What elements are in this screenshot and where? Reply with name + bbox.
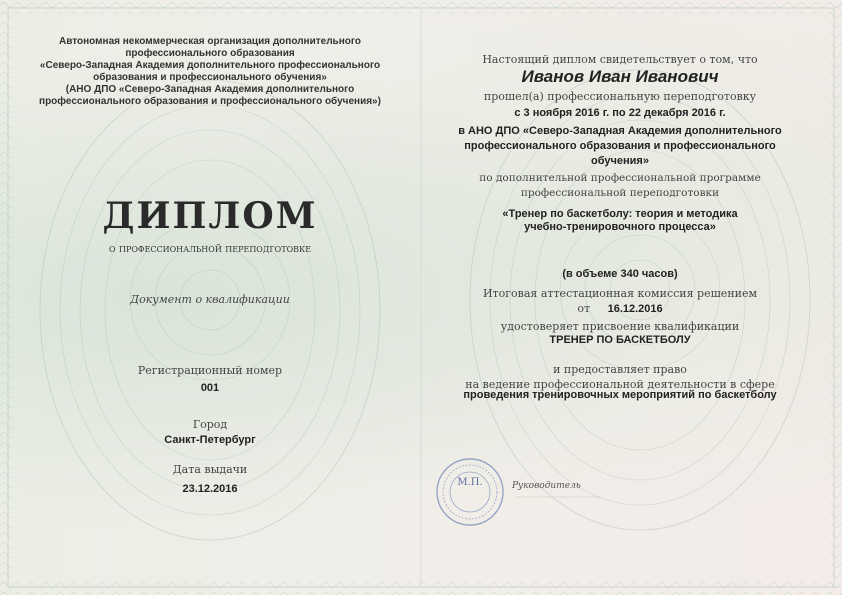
qualification: ТРЕНЕР ПО БАСКЕТБОЛУ xyxy=(549,334,691,346)
grants-line-2: на ведение профессиональной деятельности в сфере xyxy=(465,378,775,391)
commission-date-row xyxy=(440,302,800,315)
from-label: от xyxy=(577,302,591,315)
issue-date-value: 23.12.2016 xyxy=(182,483,238,495)
program-name xyxy=(440,208,800,234)
program-intro xyxy=(440,171,800,201)
recipient-name: Иванов Иван Иванович xyxy=(521,67,719,86)
org-line-6: профессионального образования и профессионального обучения») xyxy=(39,96,381,107)
issue-date-label: Дата выдачи xyxy=(172,463,248,476)
org-line-4: образования и профессионального обучения» xyxy=(93,72,327,83)
program-line-2: профессиональной переподготовки xyxy=(520,187,720,199)
city-value: Санкт-Петербург xyxy=(164,434,256,446)
passed-text: прошел(а) профессиональную переподготовку xyxy=(483,90,757,103)
grants-line-1: и предоставляет право xyxy=(553,363,687,376)
certifies-text: удостоверяет присвоение квалификации xyxy=(500,320,740,333)
diploma-subtitle: о профессиональной переподготовке xyxy=(108,242,312,255)
institution-line-2: профессионального образования и профессионального xyxy=(464,140,776,152)
stamp-label: М.П. xyxy=(457,477,483,488)
grants-text xyxy=(440,362,800,392)
diploma-title: ДИПЛОМ xyxy=(102,195,318,237)
city-label: Город xyxy=(192,418,228,431)
study-period: с 3 ноября 2016 г. по 22 декабря 2016 г. xyxy=(514,107,726,119)
org-line-3: «Северо-Западная Академия дополнительного профессионального xyxy=(39,60,381,71)
org-line-5: (АНО ДПО «Северо-Западная Академия дополнительного xyxy=(65,84,355,95)
program-line-1: по дополнительной профессиональной программе xyxy=(479,172,761,184)
commission-date: 16.12.2016 xyxy=(607,303,663,315)
program-name-line-1: «Тренер по баскетболу: теория и методика xyxy=(502,208,738,220)
institution-line-3: обучения» xyxy=(591,155,649,167)
head-signature-label: Руководитель xyxy=(512,481,581,491)
commission-text: Итоговая аттестационная комиссия решением xyxy=(482,287,758,300)
document-type: Документ о квалификации xyxy=(130,293,290,306)
stamp-seal xyxy=(437,459,503,525)
intro-text: Настоящий диплом свидетельствует о том, что xyxy=(482,53,758,66)
org-line-1: Автономная некоммерческая организация дополнительного xyxy=(59,36,361,47)
org-line-2: профессионального образования xyxy=(125,48,295,59)
organization-header xyxy=(20,36,400,108)
institution-line-1: в АНО ДПО «Северо-Западная Академия дополнительного xyxy=(458,125,782,137)
registration-label: Регистрационный номер xyxy=(137,364,283,377)
institution xyxy=(430,124,810,169)
program-hours: (в объеме 340 часов) xyxy=(562,268,678,280)
activity-field: проведения тренировочных мероприятий по баскетболу xyxy=(463,389,777,401)
program-name-line-2: учебно-тренировочного процесса» xyxy=(524,221,716,233)
registration-number: 001 xyxy=(200,382,220,394)
